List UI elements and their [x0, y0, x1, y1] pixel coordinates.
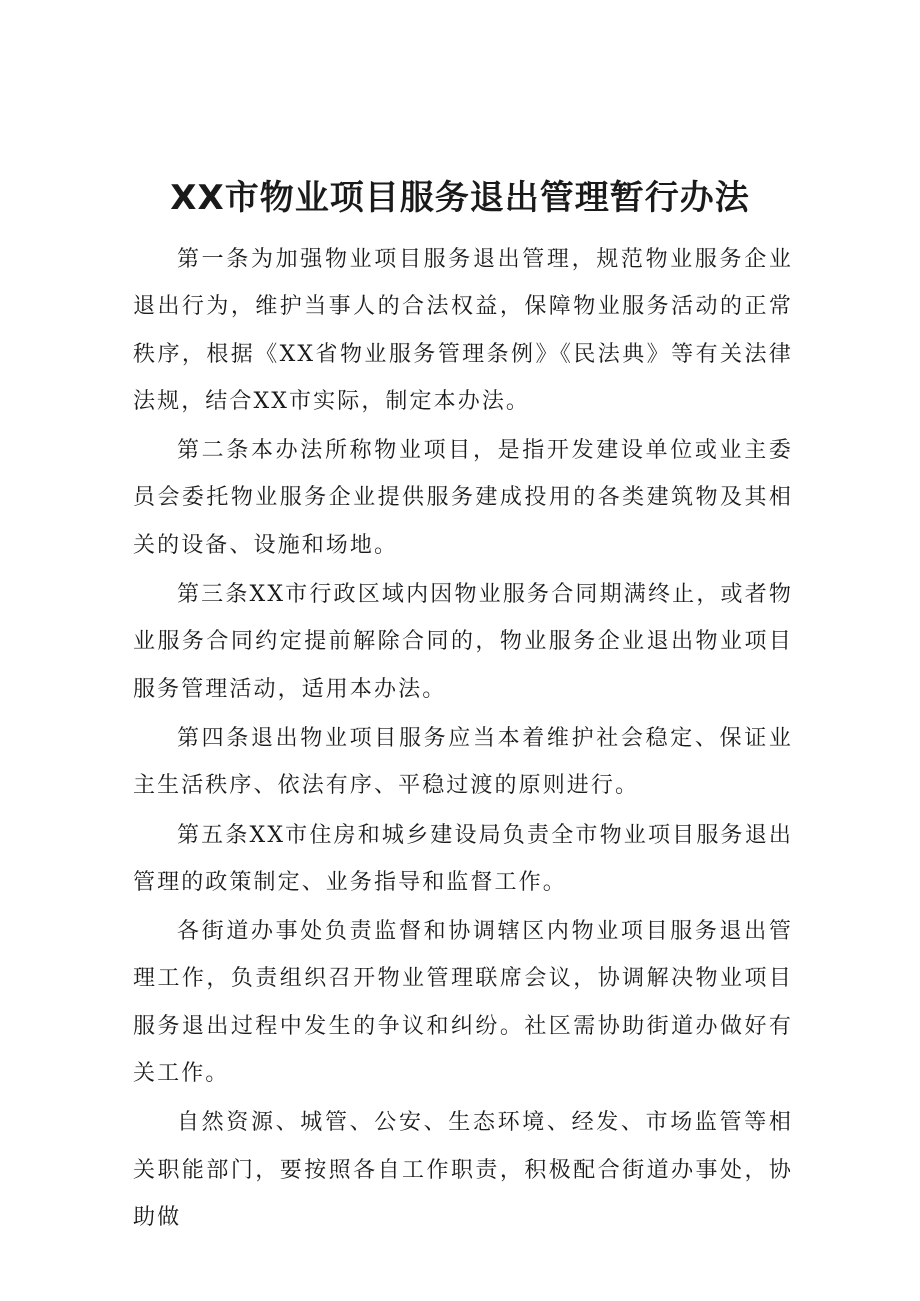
- article-3-paragraph: 第三条XX市行政区域内因物业服务合同期满终止，或者物业服务合同约定提前解除合同的，物业服务企业退出物业项目服务管理活动，适用本办法。: [133, 582, 793, 702]
- article-5-paragraph: 第五条XX市住房和城乡建设局负责全市物业项目服务退出管理的政策制定、业务指导和监督工作。: [133, 822, 793, 895]
- document-body: [133, 236, 793, 1243]
- departments-paragraph: 自然资源、城管、公安、生态环境、经发、市场监管等相关职能部门，要按照各自工作职责，积极配合街道办事处，协助做: [133, 1110, 793, 1230]
- article-1-paragraph: 第一条为加强物业项目服务退出管理，规范物业服务企业退出行为，维护当事人的合法权益，保障物业服务活动的正常秩序，根据《XX省物业服务管理条例》《民法典》等有关法律法规，结合XX市实际，制定本办法。: [133, 247, 793, 414]
- document-title: XX市物业项目服务退出管理暂行办法: [170, 178, 750, 218]
- article-4-paragraph: 第四条退出物业项目服务应当本着维护社会稳定、保证业主生活秩序、依法有序、平稳过渡的原则进行。: [133, 725, 793, 799]
- street-office-paragraph: 各街道办事处负责监督和协调辖区内物业项目服务退出管理工作，负责组织召开物业管理联席会议，协调解决物业项目服务退出过程中发生的争议和纠纷。社区需协助街道办做好有关工作。: [133, 919, 793, 1087]
- article-2-paragraph: 第二条本办法所称物业项目，是指开发建设单位或业主委员会委托物业服务企业提供服务建成投用的各类建筑物及其相关的设备、设施和场地。: [133, 438, 793, 558]
